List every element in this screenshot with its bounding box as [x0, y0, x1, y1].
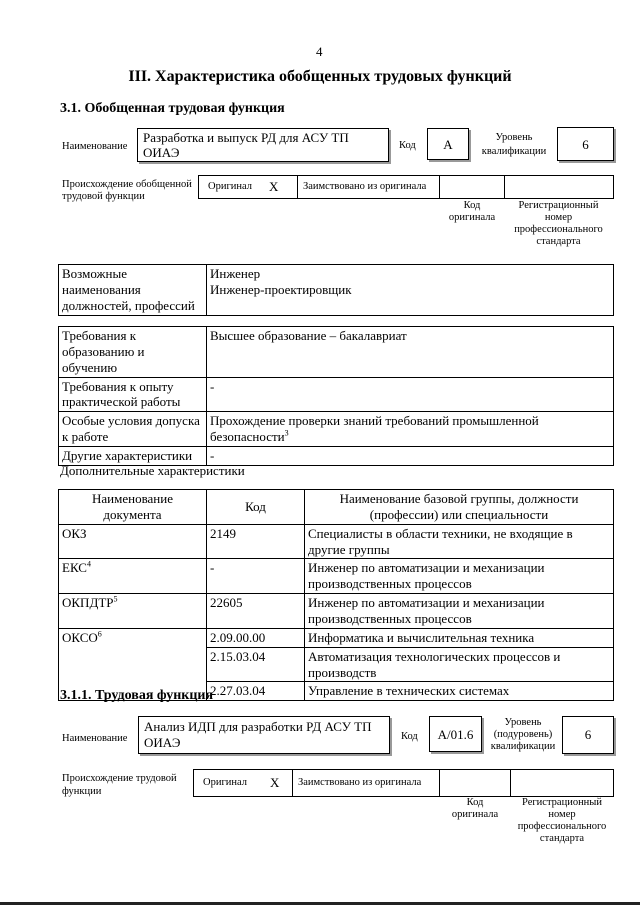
header-code — [207, 490, 305, 525]
positions-label-3: должностей, профессий — [62, 297, 195, 313]
tf-code-original-2: оригинала — [451, 809, 499, 820]
row-name — [305, 647, 614, 682]
row-name — [305, 682, 614, 701]
tf-code-original-box — [439, 769, 511, 797]
row-code — [207, 682, 305, 701]
row-name-line: Управление в технических системах — [308, 683, 510, 699]
req-value-cell — [207, 447, 614, 466]
tf-reg-3: профессионального — [517, 821, 607, 832]
req-other-value: - — [210, 448, 215, 464]
gtf-origin-label-1: Происхождение обобщенной — [62, 179, 192, 190]
positions-value-1: Инженер — [210, 266, 261, 281]
row-name-line: производств — [308, 664, 377, 680]
tf-level-label-3: квалификации — [490, 741, 556, 752]
footnote-4: 4 — [86, 560, 91, 570]
table-row — [59, 412, 614, 447]
gtf-reg-box — [504, 175, 614, 199]
tf-original-label: Оригинал — [203, 777, 247, 788]
row-code-text: 2.09.00.00 — [210, 629, 266, 645]
row-name — [305, 559, 614, 594]
req-edu-label-2: образованию и — [62, 343, 145, 359]
row-name-line: Инженер по автоматизации и механизации — [308, 595, 545, 611]
positions-label-cell — [59, 265, 207, 316]
positions-label-2: наименования — [62, 281, 141, 297]
req-label-cell — [59, 377, 207, 412]
tf-reg-box — [510, 769, 614, 797]
row-doc — [59, 594, 207, 629]
row-code — [207, 628, 305, 647]
table-row — [59, 524, 614, 559]
header-name — [305, 490, 614, 525]
gtf-name-label: Наименование — [62, 141, 128, 152]
gtf-code-value: А — [443, 137, 453, 152]
req-admit-value-1: Прохождение проверки знаний требований промышленной — [210, 413, 539, 429]
gtf-reg-4: стандарта — [536, 236, 581, 247]
tf-name-line2: ОИАЭ — [144, 735, 181, 750]
row-doc-text: ЕКС — [62, 560, 87, 576]
table-row — [59, 327, 614, 378]
gtf-heading: 3.1. Обобщенная трудовая функция — [60, 101, 285, 116]
req-value-cell — [207, 377, 614, 412]
gtf-origin-label-2: трудовой функции — [62, 191, 145, 202]
gtf-original-mark: X — [269, 179, 279, 194]
row-doc — [59, 559, 207, 594]
tf-reg-4: стандарта — [539, 833, 585, 844]
gtf-code-original-1: Код — [463, 200, 481, 211]
row-doc — [59, 524, 207, 559]
req-admit-value-2 — [210, 429, 610, 445]
row-name-line: производственных процессов — [308, 611, 472, 627]
gtf-code-original-2: оригинала — [448, 212, 496, 223]
gtf-reg-1: Регистрационный — [518, 200, 599, 211]
tf-code-label: Код — [401, 731, 418, 742]
gtf-name-line1: Разработка и выпуск РД для АСУ ТП — [143, 130, 349, 145]
req-label-cell — [59, 412, 207, 447]
tf-code-original-1: Код — [466, 797, 484, 808]
req-exp-label-1: Требования к опыту — [62, 378, 174, 394]
table-row — [59, 377, 614, 412]
req-admit-value-2-text: безопасности — [210, 429, 285, 445]
footnote-3: 3 — [284, 428, 289, 438]
footnote-5: 5 — [113, 594, 118, 604]
gtf-name-line2: ОИАЭ — [143, 145, 180, 160]
table-row — [59, 559, 614, 594]
gtf-reg-2: номер — [544, 212, 573, 223]
req-admit-label-1: Особые условия допуска — [62, 413, 200, 429]
tf-level-label-1: Уровень — [504, 717, 542, 728]
req-exp-label-2: практической работы — [62, 394, 181, 410]
row-code — [207, 647, 305, 682]
gtf-level-label-2: квалификации — [481, 146, 547, 157]
req-label-cell — [59, 327, 207, 378]
gtf-borrowed-label: Заимствовано из оригинала — [303, 181, 427, 192]
additional-heading: Дополнительные характеристики — [60, 463, 245, 478]
table-header-row — [59, 490, 614, 525]
req-edu-label-1: Требования к — [62, 328, 137, 343]
table-row — [59, 628, 614, 647]
positions-value-cell — [207, 265, 614, 316]
gtf-level-label-1: Уровень — [495, 132, 533, 143]
header-code-text: Код — [245, 498, 266, 514]
tf-original-mark: X — [270, 775, 280, 790]
tf-name-line1: Анализ ИДП для разработки РД АСУ ТП — [144, 719, 372, 734]
row-code — [207, 524, 305, 559]
gtf-code-original-box — [439, 175, 505, 199]
tf-origin-label-2: функции — [62, 786, 102, 797]
header-doc — [59, 490, 207, 525]
gtf-code-label: Код — [399, 140, 416, 151]
requirements-table — [58, 326, 614, 466]
footnote-6: 6 — [97, 629, 102, 639]
row-name — [305, 524, 614, 559]
req-exp-value: - — [210, 378, 215, 394]
req-edu-label-3: обучению — [62, 359, 118, 375]
row-name — [305, 628, 614, 647]
tf-reg-2: номер — [548, 809, 576, 820]
row-doc-text: ОКСО — [62, 629, 98, 645]
row-code-text: 2149 — [210, 525, 236, 541]
req-other-label: Другие характеристики — [62, 448, 193, 464]
row-code-text: - — [210, 560, 215, 576]
row-name-line: Инженер по автоматизации и механизации — [308, 560, 545, 576]
gtf-original-label: Оригинал — [208, 181, 252, 192]
tf-borrowed-label: Заимствовано из оригинала — [298, 777, 422, 788]
row-code-text: 22605 — [210, 595, 243, 611]
header-name-1: Наименование базовой группы, должности — [339, 491, 579, 506]
row-doc-text: ОКПДТР — [62, 595, 114, 611]
tf-reg-1: Регистрационный — [522, 797, 602, 808]
row-code-text: 2.27.03.04 — [210, 683, 266, 699]
req-value-cell — [207, 327, 614, 378]
positions-label-1: Возможные — [62, 266, 127, 281]
tf-level-label-2: (подуровень) — [493, 729, 553, 740]
row-code — [207, 594, 305, 629]
req-value-cell — [207, 412, 614, 447]
page-number: 4 — [316, 44, 323, 59]
req-edu-value: Высшее образование – бакалавриат — [210, 328, 407, 343]
header-doc-2: документа — [103, 506, 162, 522]
row-name-line: другие группы — [308, 541, 390, 557]
gtf-reg-3: профессионального — [514, 224, 603, 235]
row-name — [305, 594, 614, 629]
req-admit-label-2: к работе — [62, 429, 109, 445]
positions-table — [58, 264, 614, 316]
table-row — [59, 594, 614, 629]
header-name-2: (профессии) или специальности — [369, 506, 549, 522]
gtf-level-value: 6 — [582, 137, 589, 152]
tf-name-label: Наименование — [62, 733, 128, 744]
row-name-line: производственных процессов — [308, 576, 472, 592]
tf-heading: 3.1.1. Трудовая функция — [60, 688, 214, 703]
row-name-line: Специалисты в области техники, не входящие в — [308, 525, 573, 541]
tf-origin-label-1: Происхождение трудовой — [62, 773, 177, 784]
additional-table — [58, 489, 614, 701]
tf-code-value: А/01.6 — [437, 727, 474, 742]
section-title: III. Характеристика обобщенных трудовых функций — [128, 68, 512, 85]
header-doc-1: Наименование — [92, 491, 173, 506]
row-doc-text: ОКЗ — [62, 525, 87, 541]
row-name-line: Автоматизация технологических процессов и — [308, 648, 561, 664]
row-name-line: Информатика и вычислительная техника — [308, 629, 535, 645]
row-code — [207, 559, 305, 594]
positions-value-2: Инженер-проектировщик — [210, 281, 352, 297]
row-code-text: 2.15.03.04 — [210, 648, 266, 664]
tf-level-value: 6 — [584, 727, 592, 742]
